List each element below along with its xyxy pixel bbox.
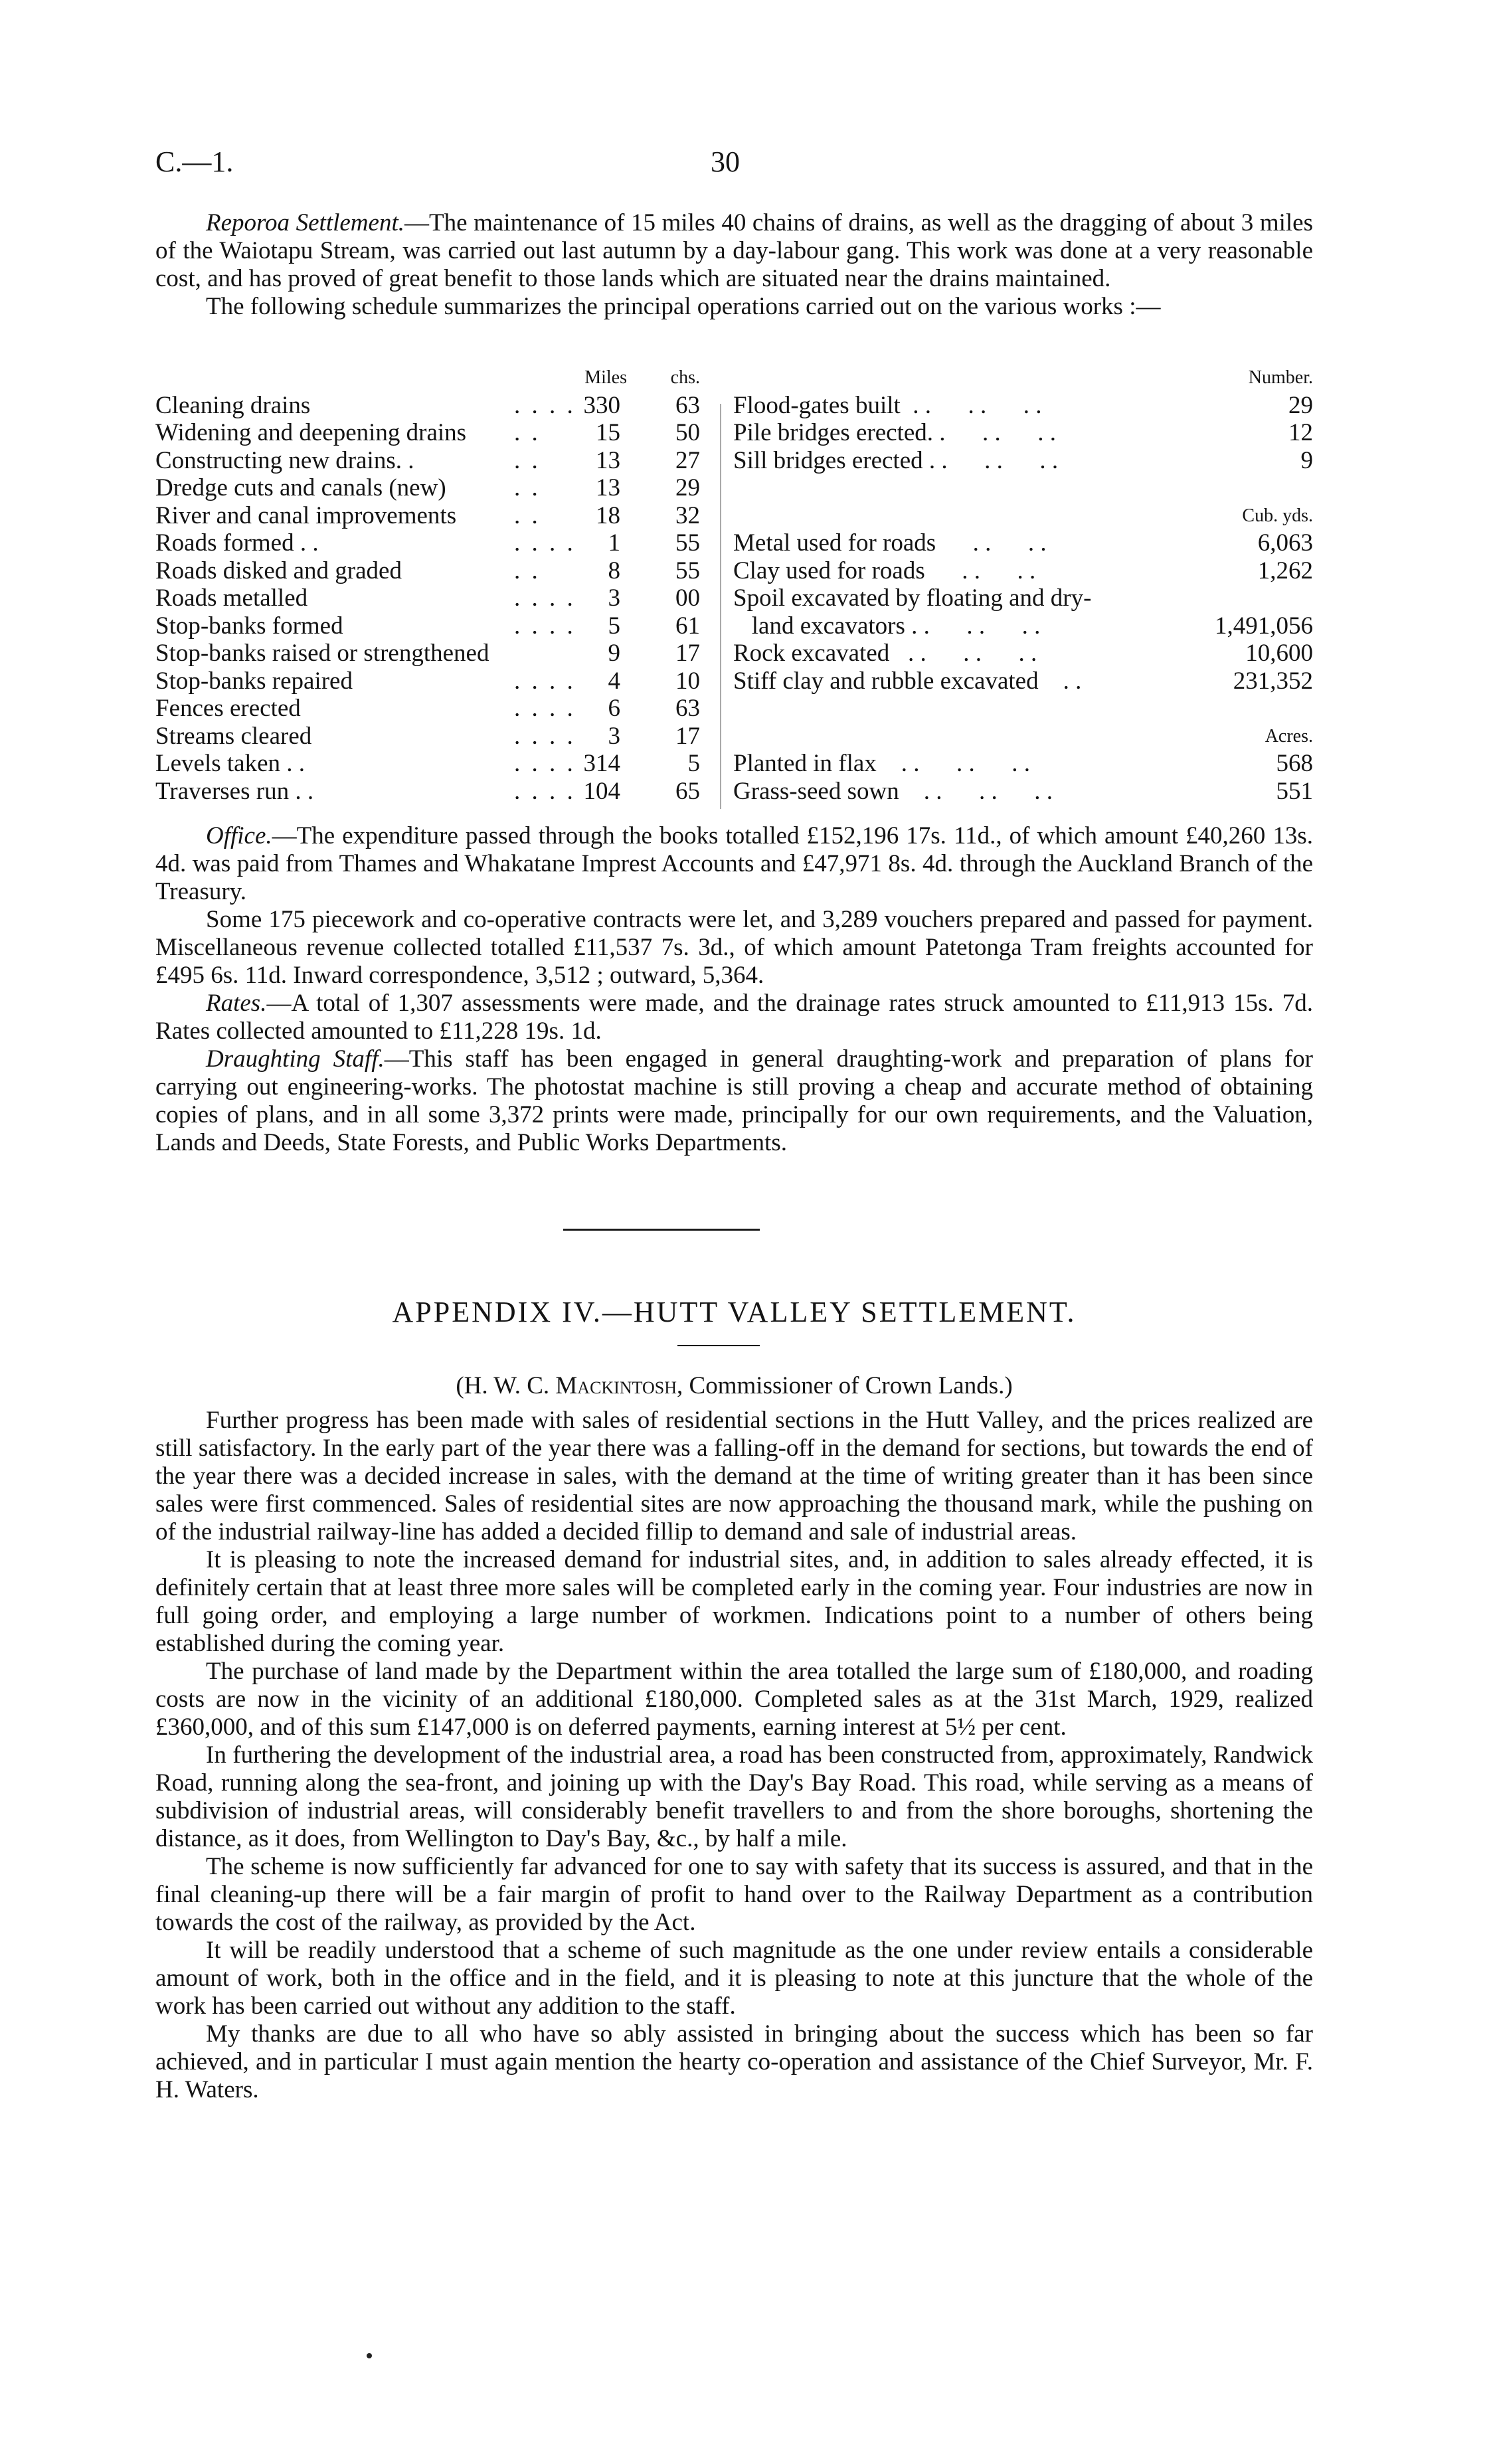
appendix-paragraph: Further progress has been made with sales of residential sections in the Hutt Valley, and the prices realized are still satisfactory. In the early part of the year there was a falling-off in the demand for sections, but towards the end of the year there was a decided increase in sales, with the demand at the time of writing greater than it has been since sales were first commenced. Sales of residential sites are now approaching the thousand mark, while the pushing on of the industrial railway-line has added a decided fillip to demand and sale of industrial areas. xyxy=(155,1407,1313,1545)
appendix-paragraph: In furthering the development of the industrial area, a road has been constructed from, approximately, Randwick Road, running along the sea-front, and joining up with the Day's Bay Road. This road, while serving as a means of subdivision of industrial areas, will considerably benefit travellers to and from the shore boroughs, shortening the distance, as it does, from Wellington to Day's Bay, &c., by half a mile. xyxy=(155,1741,1313,1852)
schedule-row xyxy=(155,447,723,475)
spacer-row xyxy=(733,695,1313,723)
quantity-value: 12 xyxy=(1288,419,1313,446)
schedule-row xyxy=(155,419,723,447)
operations-schedule xyxy=(155,364,1313,816)
chains-value: 63 xyxy=(675,391,700,419)
miles-value: 18 xyxy=(596,501,620,529)
office-section xyxy=(155,822,1313,1157)
schedule-row xyxy=(155,529,723,557)
chains-value: 29 xyxy=(675,474,700,501)
quantity-value: 10,600 xyxy=(1245,640,1313,667)
byline-open: (H. W. C. xyxy=(456,1372,556,1399)
quantity-value: 1,491,056 xyxy=(1215,612,1313,640)
title-underline xyxy=(677,1345,760,1346)
office-text: —The expenditure passed through the books totalled £152,196 17s. 11d., of which amount £40,260 13s. 4d. was paid from Thames and Whakatane Imprest Accounts and £47,971 8s. 4d. through the Auckland Branch of the Treasury. xyxy=(155,822,1313,905)
schedule-right-column xyxy=(733,364,1313,805)
schedule-row xyxy=(155,778,723,806)
miles-value: 13 xyxy=(596,474,620,501)
miles-value: 1 xyxy=(608,529,620,557)
operation-label: Cleaning drains xyxy=(155,391,311,419)
appendix-title: APPENDIX IV.—HUTT VALLEY SETTLEMENT. xyxy=(392,1296,1077,1328)
schedule-left-column xyxy=(155,364,723,805)
office-heading: Office. xyxy=(206,822,272,849)
leader-dots: . . . . xyxy=(514,612,576,640)
operation-label: Grass-seed sown . . . . . . xyxy=(733,777,1053,805)
byline-close: , Commissioner of Crown Lands.) xyxy=(677,1372,1013,1399)
unit-header: Cub. yds. xyxy=(1242,505,1313,526)
leader-dots: . . . . xyxy=(514,667,576,695)
schedule-row xyxy=(733,750,1313,778)
leader-dots: . . . . xyxy=(514,722,576,750)
chains-value: 50 xyxy=(675,419,700,446)
byline-name: Mackintosh xyxy=(555,1372,677,1399)
chains-value: 32 xyxy=(675,501,700,529)
quantity-value: 1,262 xyxy=(1257,557,1313,584)
operation-label: Constructing new drains. . xyxy=(155,446,414,474)
operation-label: Sill bridges erected . . . . . . xyxy=(733,446,1059,474)
schedule-row xyxy=(155,723,723,750)
chains-header: chs. xyxy=(670,367,700,388)
unit-header-row xyxy=(733,723,1313,750)
operation-label: Stop-banks formed xyxy=(155,612,343,640)
leader-dots: . . . . xyxy=(514,750,576,777)
leader-dots: . . xyxy=(514,557,541,584)
miles-value: 13 xyxy=(596,446,620,474)
schedule-row xyxy=(155,502,723,530)
chains-value: 55 xyxy=(675,557,700,584)
chains-value: 17 xyxy=(675,640,700,667)
operation-label: Planted in flax . . . . . . xyxy=(733,750,1031,777)
appendix-paragraph: My thanks are due to all who have so ably assisted in bringing about the success which has been so far achieved, and in particular I must again mention the hearty co-operation and assistance of the Chief Surveyor, Mr. F. H. Waters. xyxy=(155,2020,1313,2103)
quantity-value: 551 xyxy=(1276,777,1313,805)
schedule-row xyxy=(733,612,1313,640)
miles-value: 330 xyxy=(583,391,620,419)
operation-label: Roads metalled xyxy=(155,584,308,612)
schedule-left-header xyxy=(155,364,723,392)
schedule-row xyxy=(155,750,723,778)
appendix-byline xyxy=(155,1371,1313,1400)
quantity-value: 6,063 xyxy=(1257,529,1313,557)
unit-header-row xyxy=(733,364,1313,392)
chains-value: 10 xyxy=(675,667,700,695)
miles-value: 8 xyxy=(608,557,620,584)
schedule-row xyxy=(155,695,723,723)
schedule-row xyxy=(155,667,723,695)
appendix-paragraph: It will be readily understood that a scheme of such magnitude as the one under review entails a considerable amount of work, both in the office and in the field, and it is pleasing to note at this juncture that the whole of the work has been carried out without any addition to the staff. xyxy=(155,1937,1313,2020)
schedule-row xyxy=(155,640,723,667)
appendix-paragraph: The scheme is now sufficiently far advanced for one to say with safety that its success is assured, and that in the final cleaning-up there will be a fair margin of profit to hand over to the Railway Department as a contribution towards the cost of the railway, as provided by the Act. xyxy=(155,1853,1313,1936)
operation-label: Levels taken . . xyxy=(155,750,305,777)
rates-text: —A total of 1,307 assessments were made, and the drainage rates struck amounted to £11,913 15s. 7d. Rates collected amounted to £11,228 19s. 1d. xyxy=(155,990,1313,1045)
schedule-row xyxy=(733,447,1313,475)
schedule-row xyxy=(733,557,1313,585)
page-number: 30 xyxy=(711,145,740,178)
unit-header: Acres. xyxy=(1265,725,1313,747)
chains-value: 17 xyxy=(675,722,700,750)
schedule-row xyxy=(155,474,723,502)
leader-dots: . . xyxy=(514,419,541,446)
chains-value: 55 xyxy=(675,529,700,557)
unit-header: Number. xyxy=(1248,367,1313,388)
schedule-row xyxy=(733,640,1313,667)
chains-value: 27 xyxy=(675,446,700,474)
operation-label: Roads disked and graded xyxy=(155,557,402,584)
operation-label: Stop-banks raised or strengthened xyxy=(155,640,489,667)
schedule-row xyxy=(155,584,723,612)
miles-value: 9 xyxy=(608,640,620,667)
leader-dots: . . . . xyxy=(514,584,576,612)
reporoa-text: —The maintenance of 15 miles 40 chains of drains, as well as the dragging of about 3 miles of the Waiotapu Stream, was carried out last autumn by a day-labour gang. This work was done at a very reasonable cost, and has proved of great benefit to those lands which are situated near the drains maintained. xyxy=(155,209,1313,292)
operation-label: Stop-banks repaired xyxy=(155,667,353,695)
chains-value: 65 xyxy=(675,777,700,805)
miles-header: Miles xyxy=(584,367,627,388)
appendix-paragraph: The purchase of land made by the Department within the area totalled the large sum of £180,000, and roading costs are now in the vicinity of an additional £180,000. Completed sales as at the 31st March, 1929, realized £360,000, and of this sum £147,000 is on deferred payments, earning interest at 5½ per cent. xyxy=(155,1658,1313,1741)
leader-dots: . . . . xyxy=(514,391,576,419)
quantity-value: 568 xyxy=(1276,750,1313,777)
chains-value: 61 xyxy=(675,612,700,640)
schedule-row xyxy=(733,529,1313,557)
leader-dots: . . xyxy=(514,446,541,474)
page-header xyxy=(155,145,1336,185)
chains-value: 00 xyxy=(675,584,700,612)
operation-label: Stiff clay and rubble excavated . . xyxy=(733,667,1082,695)
report-code: C.—1. xyxy=(155,145,234,178)
draughting-text: —This staff has been engaged in general draughting-work and preparation of plans for carrying out engineering-works. The photostat machine is still proving a cheap and accurate method of obtaining copies of plans, and in all some 3,372 prints were made, principally for our own requirements, and the Valuation, Lands and Deeds, State Forests, and Public Works Departments. xyxy=(155,1045,1313,1156)
rates-heading: Rates. xyxy=(206,990,267,1017)
schedule-intro: The following schedule summarizes the principal operations carried out on the various works :— xyxy=(206,293,1161,320)
operation-label: Dredge cuts and canals (new) xyxy=(155,474,446,501)
draughting-paragraph xyxy=(155,1045,1313,1157)
operation-label: Fences erected xyxy=(155,695,301,722)
miles-value: 4 xyxy=(608,667,620,695)
operation-label: Flood-gates built . . . . . . xyxy=(733,391,1042,419)
schedule-row xyxy=(155,612,723,640)
contracts-paragraph: Some 175 piecework and co-operative contracts were let, and 3,289 vouchers prepared and passed for payment. Miscellaneous revenue collected totalled £11,537 7s. 3d., of which amount Patetonga Tram freights accounted for £495 6s. 11d. Inward correspondence, 3,512 ; outward, 5,364. xyxy=(155,906,1313,989)
schedule-row xyxy=(733,584,1313,612)
miles-value: 104 xyxy=(583,777,620,805)
unit-header-row xyxy=(733,502,1313,530)
spacer-row xyxy=(733,474,1313,502)
reporoa-paragraph xyxy=(155,209,1313,293)
quantity-value: 231,352 xyxy=(1233,667,1313,695)
appendix-body xyxy=(155,1407,1313,2104)
operation-label: Pile bridges erected. . . . . . xyxy=(733,419,1057,446)
operation-label: Clay used for roads . . . . xyxy=(733,557,1036,584)
reporoa-section xyxy=(155,209,1313,321)
reporoa-heading: Reporoa Settlement. xyxy=(206,209,404,236)
operation-label: Rock excavated . . . . . . xyxy=(733,640,1037,667)
schedule-row xyxy=(155,392,723,420)
miles-value: 15 xyxy=(596,419,620,446)
stray-mark xyxy=(367,2353,372,2358)
operation-label: Widening and deepening drains xyxy=(155,419,467,446)
operation-label: Streams cleared xyxy=(155,722,312,750)
quantity-value: 29 xyxy=(1288,391,1313,419)
schedule-row xyxy=(733,667,1313,695)
schedule-row xyxy=(733,392,1313,420)
chains-value: 5 xyxy=(687,750,700,777)
schedule-row xyxy=(155,557,723,585)
operation-label: River and canal improvements xyxy=(155,501,457,529)
schedule-row xyxy=(733,778,1313,806)
miles-value: 3 xyxy=(608,584,620,612)
miles-value: 5 xyxy=(608,612,620,640)
draughting-heading: Draughting Staff. xyxy=(206,1045,385,1073)
miles-value: 314 xyxy=(583,750,620,777)
operation-label: Traverses run . . xyxy=(155,777,314,805)
miles-value: 6 xyxy=(608,695,620,722)
miles-value: 3 xyxy=(608,722,620,750)
operation-label: land excavators . . . . . . xyxy=(733,612,1041,640)
leader-dots: . . . . xyxy=(514,695,576,722)
schedule-row xyxy=(733,419,1313,447)
chains-value: 63 xyxy=(675,695,700,722)
operation-label: Roads formed . . xyxy=(155,529,319,557)
operation-label: Spoil excavated by floating and dry- xyxy=(733,584,1092,612)
leader-dots: . . . . xyxy=(514,777,576,805)
operation-label: Metal used for roads . . . . xyxy=(733,529,1047,557)
appendix-paragraph: It is pleasing to note the increased demand for industrial sites, and, in addition to sales already effected, it is definitely certain that at least three more sales will be completed early in the coming year. Four industries are now in full going order, and employing a large number of workmen. Indications point to a number of others being established during the coming year. xyxy=(155,1546,1313,1657)
leader-dots: . . xyxy=(514,474,541,501)
rates-paragraph xyxy=(155,990,1313,1045)
office-paragraph xyxy=(155,822,1313,906)
section-divider xyxy=(563,1229,760,1231)
leader-dots: . . xyxy=(514,501,541,529)
quantity-value: 9 xyxy=(1300,446,1313,474)
leader-dots: . . . . xyxy=(514,529,576,557)
column-divider xyxy=(720,404,721,809)
